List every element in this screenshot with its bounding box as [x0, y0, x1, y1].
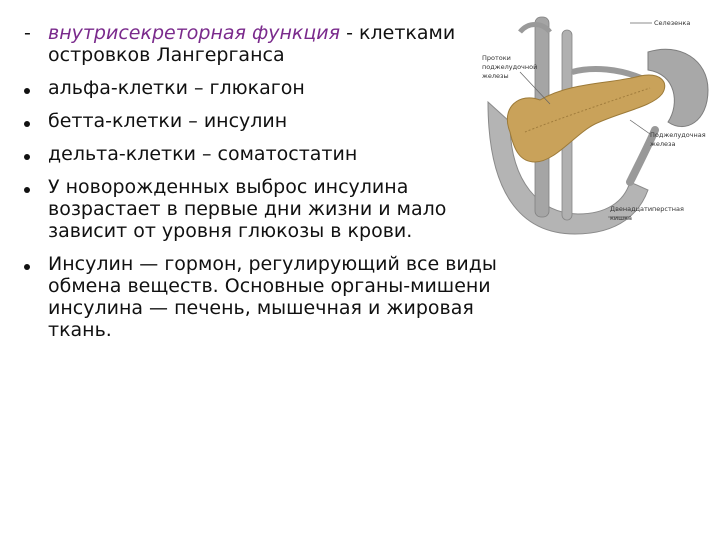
bullet-item [22, 110, 502, 132]
bullet-text: бетта-клетки – инсулин [48, 110, 288, 132]
bullet-item [22, 77, 502, 99]
ducts-label-line1: Протоки [482, 54, 511, 62]
spleen-label: Селезенка [654, 19, 691, 27]
bullet-text: Инсулин — гормон, регулирующий все виды обмена веществ. Основные органы-мишени инсулина — печень, мышечная и жировая ткань. [48, 253, 497, 341]
bullet-item [22, 176, 502, 242]
pancreas-anatomy-illustration [480, 12, 716, 244]
slide-text [22, 22, 502, 352]
duodenum-label-line1: Двенадцатиперстная [610, 205, 684, 213]
ducts-label-line3: железы [482, 72, 509, 80]
bullet-icon [22, 77, 44, 99]
pancreas-label-line1: Поджелудочная [650, 131, 706, 139]
pancreas-label-line2: железа [650, 140, 676, 148]
bullet-icon [22, 176, 44, 198]
pancreas-shape [507, 75, 664, 162]
intro-line [22, 22, 502, 66]
bullet-text: альфа-клетки – глюкагон [48, 77, 305, 99]
bullet-icon [22, 110, 44, 132]
bullet-icon [22, 143, 44, 165]
ducts-label-line2: поджелудочной [482, 63, 538, 71]
bullet-text: дельта-клетки – соматостатин [48, 143, 358, 165]
pancreas-leader [630, 120, 650, 134]
bullet-icon [22, 253, 44, 275]
dash-marker: - [24, 22, 31, 44]
bullet-item [22, 143, 502, 165]
bullet-text: У новорожденных выброс инсулина возрастает в первые дни жизни и мало зависит от уровня глюкозы в крови. [48, 176, 447, 242]
bullet-item [22, 253, 502, 341]
duodenum-label-line2: кишка [610, 214, 633, 222]
intro-rest: - клетками островков Лангерганса [48, 22, 456, 66]
endocrine-function-term: внутрисекреторная функция [48, 22, 341, 44]
